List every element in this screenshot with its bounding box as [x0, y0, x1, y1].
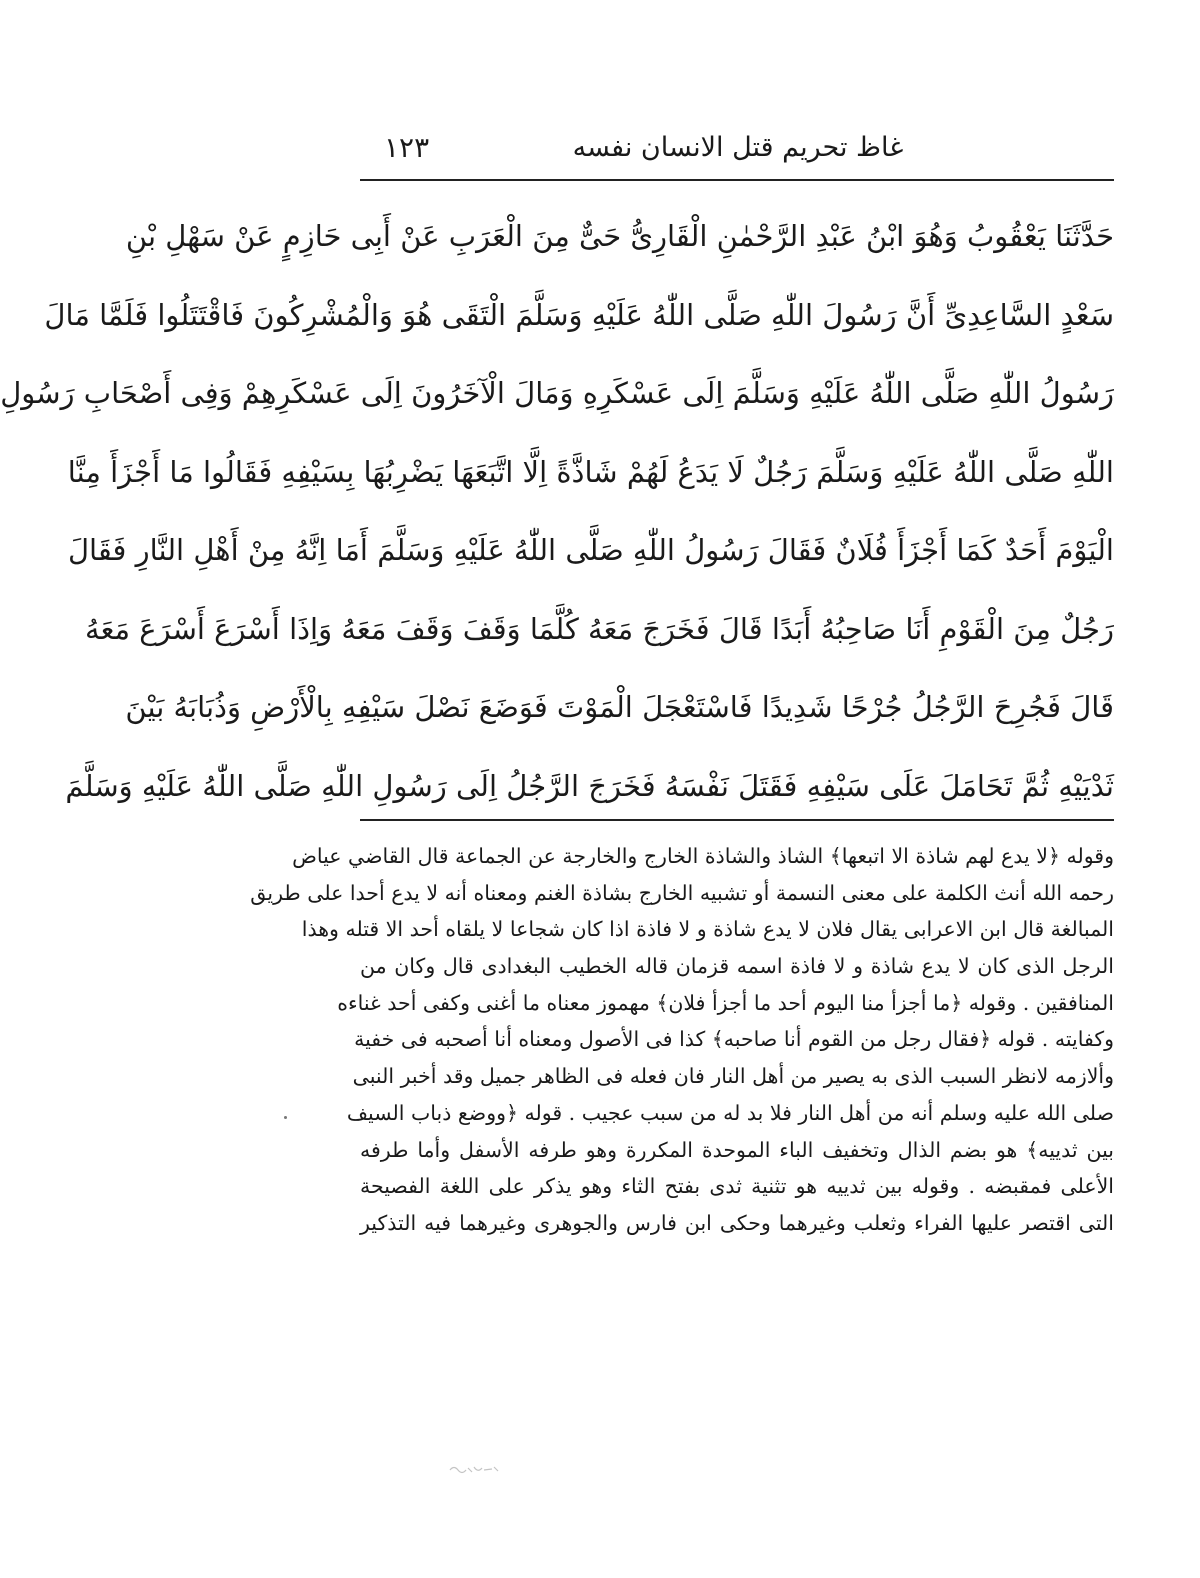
commentary-line: صلى الله عليه وسلم أنه من أهل النار فلا بد له من سبب عجيب . قوله ﴿ووضع ذباب السيف	[346, 1100, 1114, 1125]
hadith-line: حَدَّثَنَا يَعْقُوبُ وَهُوَ ابْنُ عَبْدِ الرَّحْمٰنِ الْقَارِىُّ حَىٌّ مِنَ الْعَرَبِ عَنْ أَبِى حَازِمٍ عَنْ سَهْلِ بْنِ	[125, 219, 1114, 253]
header-rule	[360, 179, 1114, 181]
library-stamp-mark	[448, 1462, 500, 1476]
commentary-line: المبالغة قال ابن الاعرابى يقال فلان لا يدع شاذة و لا فاذة اذا كان شجاعا لا يلقاه أحد الا قتله وهذا	[301, 917, 1114, 942]
hadith-line: الْيَوْمَ أَحَدٌ كَمَا أَجْزَأَ فُلَانٌ فَقَالَ رَسُولُ اللّٰهِ صَلَّى اللّٰهُ عَلَيْهِ وَسَلَّمَ أَمَا اِنَّهُ مِنْ أَهْلِ النَّارِ فَقَالَ	[67, 533, 1114, 567]
header-title: غاظ تحريم قتل الانسان نفسه	[572, 132, 904, 163]
hadith-text	[0, 200, 1114, 828]
hadith-line: اللّٰهِ صَلَّى اللّٰهُ عَلَيْهِ وَسَلَّمَ رَجُلٌ لَا يَدَعُ لَهُمْ شَاذَّةً اِلَّا اتَّبَعَهَا يَضْرِبُهَا بِسَيْفِهِ فَقَالُوا مَا أَجْزَأَ مِنَّا	[67, 454, 1114, 489]
hadith-line: ثَدْيَيْهِ ثُمَّ تَحَامَلَ عَلَى سَيْفِهِ فَقَتَلَ نَفْسَهُ فَخَرَجَ الرَّجُلُ اِلَى رَسُولِ اللّٰهِ صَلَّى اللّٰهُ عَلَيْهِ وَسَلَّمَ	[65, 768, 1114, 803]
page-number: ١٢٣	[384, 131, 430, 164]
hadith-line: رَجُلٌ مِنَ الْقَوْمِ أَنَا صَاحِبُهُ أَبَدًا قَالَ فَخَرَجَ مَعَهُ كُلَّمَا وَقَفَ وَقَفَ مَعَهُ وَاِذَا أَسْرَعَ أَسْرَعَ مَعَهُ	[85, 611, 1114, 646]
commentary-text	[250, 838, 1114, 1242]
commentary-line: رحمه الله أنث الكلمة على معنى النسمة أو تشبيه الخارج بشاذة الغنم ومعناه أنه لا يدع أحدا على طريق	[250, 880, 1114, 905]
scan-speck	[284, 1116, 287, 1119]
commentary-line: الأعلى فمقبضه . وقوله بين ثدييه هو تثنية ثدى بفتح الثاء وهو يذكر على اللغة الفصيحة	[360, 1174, 1114, 1199]
commentary-line: التى اقتصر عليها الفراء وثعلب وغيرهما وحكى ابن فارس والجوهرى وغيرهما فيه التذكير	[360, 1210, 1114, 1235]
hadith-line: سَعْدٍ السَّاعِدِىِّ أَنَّ رَسُولَ اللّٰهِ صَلَّى اللّٰهُ عَلَيْهِ وَسَلَّمَ الْتَقَى هُوَ وَالْمُشْرِكُونَ فَاقْتَتَلُوا فَلَمَّا مَالَ	[44, 297, 1114, 332]
running-header	[364, 128, 1112, 168]
commentary-line: وقوله ﴿لا يدع لهم شاذة الا اتبعها﴾ الشاذ والشاذة الخارج والخارجة عن الجماعة قال القاضي عياض	[292, 844, 1114, 868]
hadith-line: قَالَ فَجُرِحَ الرَّجُلُ جُرْحًا شَدِيدًا فَاسْتَعْجَلَ الْمَوْتَ فَوَضَعَ نَصْلَ سَيْفِهِ بِالْأَرْضِ وَذُبَابَهُ بَيْنَ	[125, 690, 1114, 724]
commentary-line: بين ثدييه﴾ هو بضم الذال وتخفيف الباء الموحدة المكررة وهو طرفه الأسفل وأما طرفه	[360, 1137, 1114, 1162]
commentary-line: وكفايته . قوله ﴿فقال رجل من القوم أنا صاحبه﴾ كذا فى الأصول ومعناه أنا أصحبه فى خفية	[354, 1027, 1114, 1052]
hadith-line: رَسُولُ اللّٰهِ صَلَّى اللّٰهُ عَلَيْهِ وَسَلَّمَ اِلَى عَسْكَرِهِ وَمَالَ الْآخَرُونَ اِلَى عَسْكَرِهِمْ وَفِى أَصْحَابِ رَسُولِ	[0, 376, 1114, 410]
commentary-line: وألازمه لانظر السبب الذى به يصير من أهل النار فان فعله فى الظاهر جميل وقد أخبر النبى	[352, 1064, 1114, 1089]
commentary-divider	[360, 819, 1114, 821]
commentary-line: الرجل الذى كان لا يدع شاذة و لا فاذة اسمه قزمان قاله الخطيب البغدادى قال وكان من	[360, 954, 1114, 979]
commentary-line: المنافقين . وقوله ﴿ما أجزأ منا اليوم أحد ما أجزأ فلان﴾ مهموز معناه ما أغنى وكفى أحد غناءه	[337, 990, 1114, 1015]
